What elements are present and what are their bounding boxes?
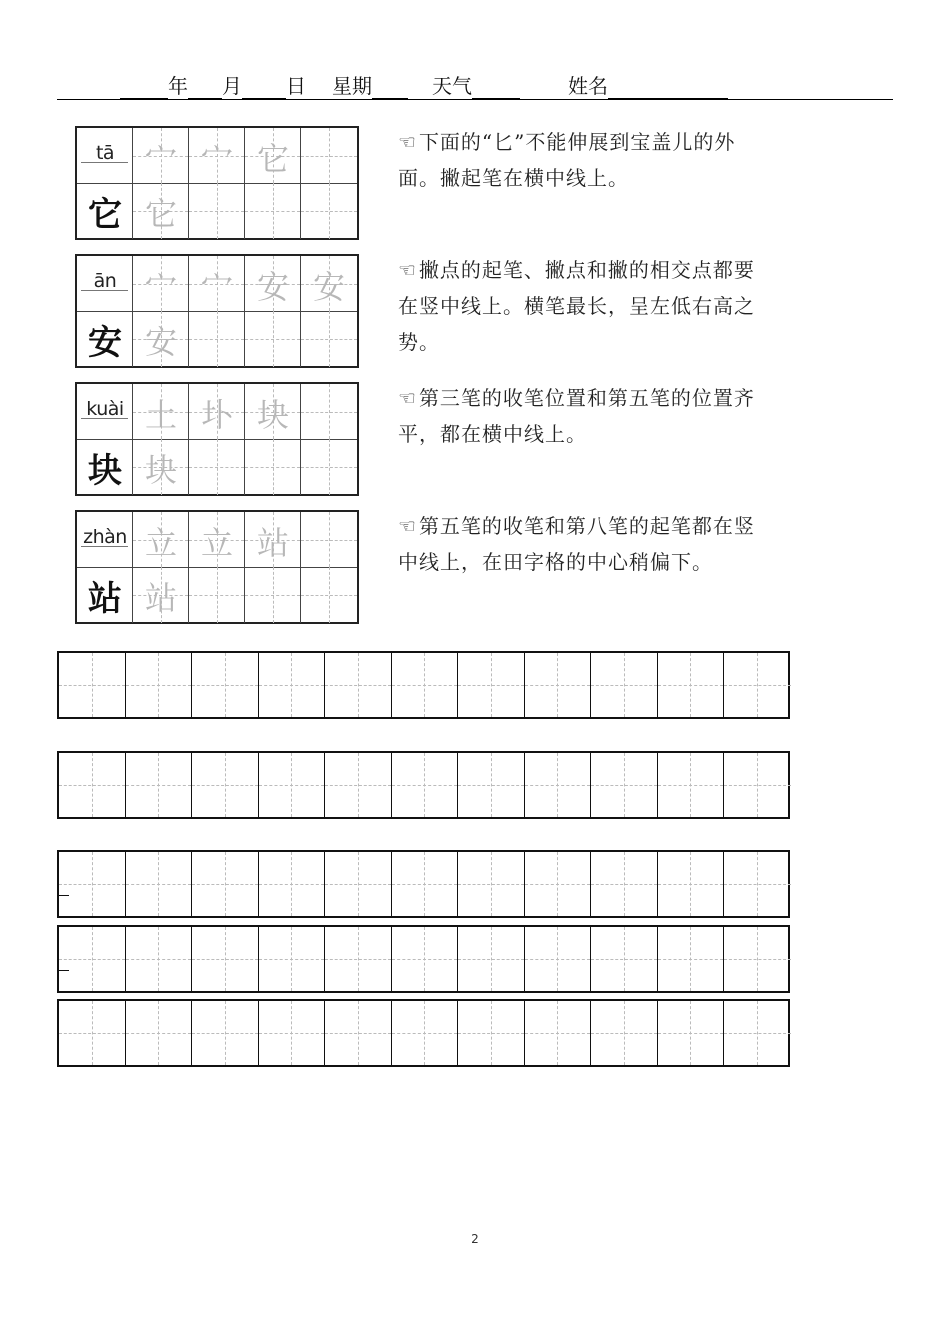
- tianzige-cell[interactable]: [126, 653, 193, 717]
- year-blank[interactable]: [120, 76, 168, 99]
- trace-character: 它: [144, 195, 177, 233]
- day-label: 日: [286, 74, 306, 98]
- day-blank[interactable]: [242, 76, 286, 99]
- weekday-blank[interactable]: [372, 76, 408, 99]
- tianzige-cell[interactable]: [301, 311, 357, 367]
- stroke-order-char: 站: [256, 524, 289, 562]
- stroke-order-char: 安: [256, 268, 289, 306]
- tianzige-cell[interactable]: [192, 1001, 259, 1065]
- tianzige-cell[interactable]: [189, 567, 245, 623]
- stroke-order-char: 立: [200, 524, 233, 562]
- tianzige-cell[interactable]: [724, 927, 791, 991]
- tianzige-cell[interactable]: [724, 852, 791, 916]
- tianzige-cell[interactable]: [259, 1001, 326, 1065]
- weekday-label: 星期: [332, 74, 372, 98]
- lesson-practice-box: [75, 510, 359, 624]
- tianzige-cell[interactable]: [245, 311, 301, 367]
- tianzige-cell[interactable]: [77, 256, 133, 312]
- tianzige-cell[interactable]: [525, 753, 592, 817]
- stroke-order-char: 宀: [200, 268, 233, 306]
- trace-character: 块: [144, 451, 177, 489]
- tianzige-cell[interactable]: [126, 927, 193, 991]
- tianzige-cell[interactable]: [525, 852, 592, 916]
- tianzige-cell[interactable]: [591, 653, 658, 717]
- tianzige-cell[interactable]: [392, 753, 459, 817]
- stroke-order-char: 它: [256, 140, 289, 178]
- worksheet-header: [120, 70, 728, 100]
- tianzige-cell[interactable]: [77, 311, 133, 367]
- tianzige-cell[interactable]: [325, 852, 392, 916]
- margin-dash: [57, 895, 69, 896]
- month-label: 月: [222, 74, 242, 98]
- pointing-hand-icon: ☜: [398, 130, 417, 154]
- blank-practice-grid: [57, 850, 790, 918]
- pointing-hand-icon: ☜: [398, 258, 417, 282]
- tianzige-cell[interactable]: [325, 1001, 392, 1065]
- tianzige-cell[interactable]: [189, 183, 245, 239]
- pinyin-label: tā: [95, 142, 115, 164]
- tianzige-cell[interactable]: [325, 653, 392, 717]
- model-character: 站: [88, 579, 122, 619]
- tianzige-cell[interactable]: [189, 439, 245, 495]
- tianzige-cell[interactable]: [525, 1001, 592, 1065]
- tianzige-cell[interactable]: [325, 927, 392, 991]
- stroke-order-char: 土: [144, 396, 177, 434]
- tianzige-cell[interactable]: [189, 384, 245, 440]
- stroke-order-char: 圤: [200, 396, 233, 434]
- year-label: 年: [168, 74, 188, 98]
- page-number: 2: [471, 1232, 479, 1246]
- tianzige-cell[interactable]: [126, 753, 193, 817]
- writing-tip-text: 第三笔的收笔位置和第五笔的位置齐平，都在横中线上。: [398, 386, 755, 446]
- stroke-order-char: 宀: [200, 140, 233, 178]
- tianzige-cell[interactable]: [189, 512, 245, 568]
- tianzige-cell[interactable]: [192, 852, 259, 916]
- tianzige-cell[interactable]: [59, 1001, 126, 1065]
- trace-character: 站: [144, 579, 177, 617]
- tianzige-cell[interactable]: [259, 653, 326, 717]
- header-divider: [57, 99, 893, 100]
- weather-label: 天气: [432, 74, 472, 98]
- tianzige-cell[interactable]: [59, 927, 126, 991]
- tianzige-cell[interactable]: [658, 852, 725, 916]
- model-character: 安: [88, 323, 122, 363]
- blank-practice-grid: [57, 999, 790, 1067]
- tianzige-cell[interactable]: [126, 852, 193, 916]
- weather-blank[interactable]: [472, 76, 520, 99]
- pinyin-label: kuài: [86, 398, 124, 420]
- tianzige-cell[interactable]: [133, 439, 189, 495]
- tianzige-cell[interactable]: [133, 128, 189, 184]
- tianzige-cell[interactable]: [301, 384, 357, 440]
- tianzige-cell[interactable]: [192, 927, 259, 991]
- tianzige-cell[interactable]: [77, 128, 133, 184]
- tianzige-cell[interactable]: [392, 653, 459, 717]
- tianzige-cell[interactable]: [591, 852, 658, 916]
- tianzige-cell[interactable]: [59, 852, 126, 916]
- tianzige-cell[interactable]: [658, 927, 725, 991]
- tianzige-cell[interactable]: [133, 256, 189, 312]
- tianzige-cell[interactable]: [392, 1001, 459, 1065]
- blank-practice-grid: [57, 925, 790, 993]
- name-blank[interactable]: [608, 76, 728, 99]
- tianzige-cell[interactable]: [525, 927, 592, 991]
- lesson-practice-box: [75, 382, 359, 496]
- trace-character: 安: [144, 323, 177, 361]
- tianzige-cell[interactable]: [77, 567, 133, 623]
- tianzige-cell[interactable]: [77, 512, 133, 568]
- tianzige-cell[interactable]: [245, 439, 301, 495]
- writing-tip-text: 第五笔的收笔和第八笔的起笔都在竖中线上，在田字格的中心稍偏下。: [398, 514, 755, 574]
- stroke-order-char: 宀: [144, 268, 177, 306]
- tianzige-cell[interactable]: [245, 183, 301, 239]
- tianzige-cell[interactable]: [126, 1001, 193, 1065]
- lesson-practice-box: [75, 254, 359, 368]
- tianzige-cell[interactable]: [301, 512, 357, 568]
- tianzige-cell[interactable]: [458, 852, 525, 916]
- tianzige-cell[interactable]: [133, 567, 189, 623]
- tianzige-cell[interactable]: [259, 753, 326, 817]
- blank-practice-grid: [57, 651, 790, 719]
- writing-tip: [398, 124, 758, 196]
- tianzige-cell[interactable]: [458, 927, 525, 991]
- tianzige-cell[interactable]: [189, 128, 245, 184]
- tianzige-cell[interactable]: [133, 183, 189, 239]
- tianzige-cell[interactable]: [458, 753, 525, 817]
- tianzige-cell[interactable]: [192, 653, 259, 717]
- tianzige-cell[interactable]: [392, 927, 459, 991]
- tianzige-cell[interactable]: [77, 384, 133, 440]
- tianzige-cell[interactable]: [59, 653, 126, 717]
- writing-tip: [398, 508, 758, 580]
- pinyin-label: ān: [93, 270, 117, 292]
- tianzige-cell[interactable]: [245, 128, 301, 184]
- lesson-practice-box: [75, 126, 359, 240]
- tianzige-cell[interactable]: [133, 512, 189, 568]
- tianzige-cell[interactable]: [301, 256, 357, 312]
- margin-dash: [57, 970, 69, 971]
- tianzige-cell[interactable]: [458, 1001, 525, 1065]
- tianzige-cell[interactable]: [658, 753, 725, 817]
- tianzige-cell[interactable]: [591, 927, 658, 991]
- tianzige-cell[interactable]: [77, 439, 133, 495]
- pinyin-label: zhàn: [83, 526, 127, 548]
- pointing-hand-icon: ☜: [398, 514, 417, 538]
- tianzige-cell[interactable]: [724, 1001, 791, 1065]
- tianzige-cell[interactable]: [245, 256, 301, 312]
- tianzige-cell[interactable]: [133, 384, 189, 440]
- tianzige-cell[interactable]: [59, 753, 126, 817]
- tianzige-cell[interactable]: [301, 567, 357, 623]
- month-blank[interactable]: [188, 76, 222, 99]
- writing-tip: [398, 252, 758, 360]
- tianzige-cell[interactable]: [301, 439, 357, 495]
- model-character: 它: [88, 195, 122, 235]
- tianzige-cell[interactable]: [77, 183, 133, 239]
- tianzige-cell[interactable]: [189, 256, 245, 312]
- tianzige-cell[interactable]: [392, 852, 459, 916]
- stroke-order-char: 宀: [144, 140, 177, 178]
- tianzige-cell[interactable]: [724, 753, 791, 817]
- tianzige-cell[interactable]: [133, 311, 189, 367]
- tianzige-cell[interactable]: [658, 653, 725, 717]
- tianzige-cell[interactable]: [245, 567, 301, 623]
- writing-tip-text: 撇点的起笔、撇点和撇的相交点都要在竖中线上。横笔最长，呈左低右高之势。: [398, 258, 755, 354]
- name-label: 姓名: [568, 74, 608, 98]
- tianzige-cell[interactable]: [189, 311, 245, 367]
- stroke-order-char: 块: [256, 396, 289, 434]
- tianzige-cell[interactable]: [259, 927, 326, 991]
- tianzige-cell[interactable]: [301, 183, 357, 239]
- tianzige-cell[interactable]: [325, 753, 392, 817]
- stroke-order-char: 安: [312, 268, 345, 306]
- tianzige-cell[interactable]: [525, 653, 592, 717]
- tianzige-cell[interactable]: [458, 653, 525, 717]
- tianzige-cell[interactable]: [259, 852, 326, 916]
- pointing-hand-icon: ☜: [398, 386, 417, 410]
- tianzige-cell[interactable]: [591, 753, 658, 817]
- tianzige-cell[interactable]: [301, 128, 357, 184]
- writing-tip-text: 下面的“匕”不能伸展到宝盖儿的外面。撇起笔在横中线上。: [398, 130, 736, 190]
- tianzige-cell[interactable]: [724, 653, 791, 717]
- tianzige-cell[interactable]: [591, 1001, 658, 1065]
- tianzige-cell[interactable]: [658, 1001, 725, 1065]
- stroke-order-char: 立: [144, 524, 177, 562]
- blank-practice-grid: [57, 751, 790, 819]
- model-character: 块: [88, 451, 122, 491]
- writing-tip: [398, 380, 758, 452]
- tianzige-cell[interactable]: [245, 384, 301, 440]
- tianzige-cell[interactable]: [245, 512, 301, 568]
- tianzige-cell[interactable]: [192, 753, 259, 817]
